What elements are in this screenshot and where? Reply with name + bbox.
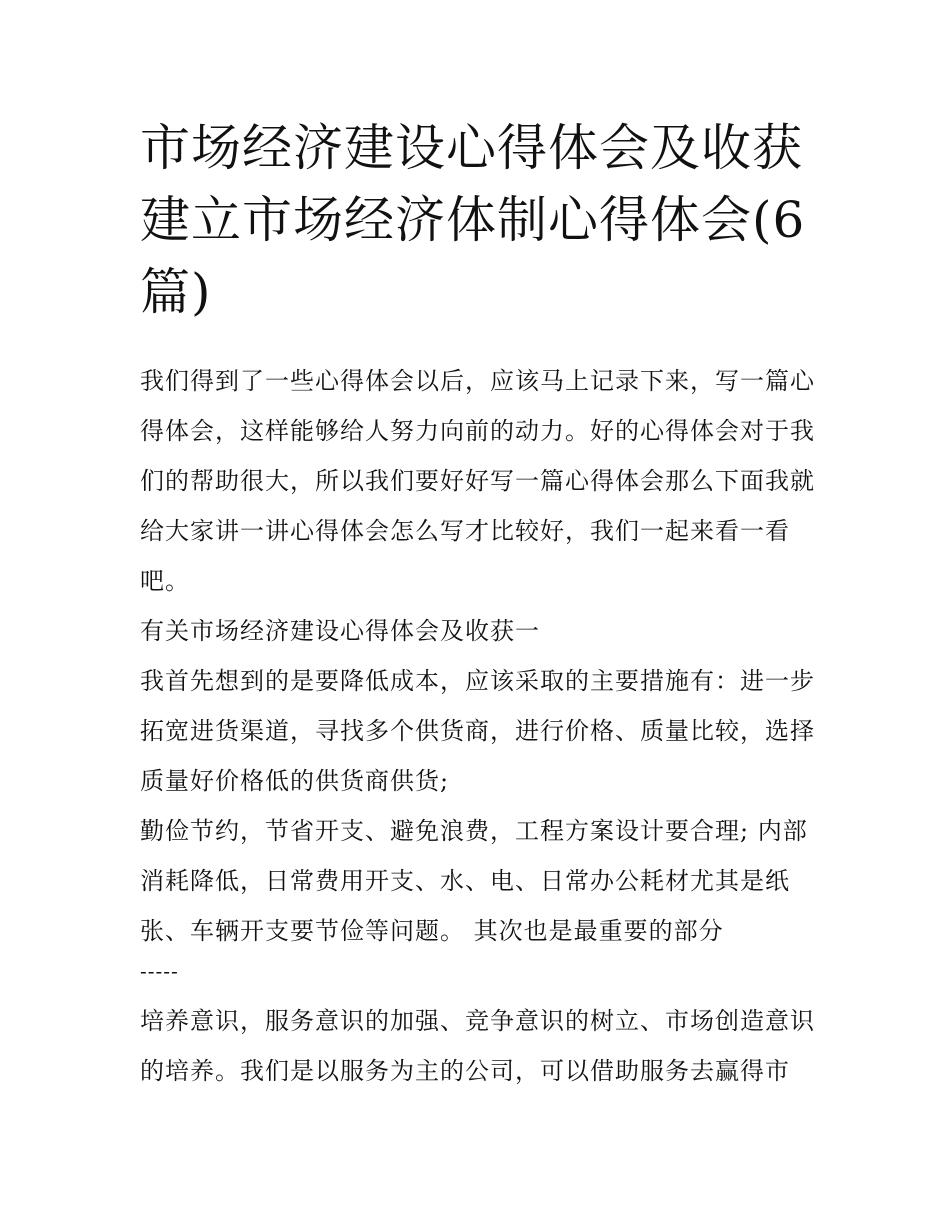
document-title: 市场经济建设心得体会及收获建立市场经济体制心得体会(6篇) bbox=[140, 119, 806, 321]
section-heading: 有关市场经济建设心得体会及收获一 bbox=[140, 617, 540, 645]
intro-paragraph: 我们得到了一些心得体会以后，应该马上记录下来，写一篇心得体会，这样能够给人努力向前的动力。好的心得体会对于我们的帮助很大，所以我们要好好写一篇心得体会那么下面我就给大家讲一讲心得体会怎么写才比较好，我们一起来看一看吧。 bbox=[140, 367, 815, 595]
document-body bbox=[140, 356, 820, 1096]
body-paragraph: 我首先想到的是要降低成本，应该采取的主要措施有：进一步拓宽进货渠道，寻找多个供货商，进行价格、质量比较，选择质量好价格低的供货商供货; bbox=[140, 667, 815, 795]
separator-dashes: ----- bbox=[140, 959, 179, 983]
body-paragraph: 培养意识，服务意识的加强、竞争意识的树立、市场创造意识的培养。我们是以服务为主的公司，可以借助服务去赢得市 bbox=[140, 1007, 815, 1085]
body-paragraph: 勤俭节约，节省开支、避免浪费，工程方案设计要合理; 内部消耗降低，日常费用开支、水、电、日常办公耗材尤其是纸张、车辆开支要节俭等问题。 其次也是最重要的部分 bbox=[140, 817, 808, 945]
